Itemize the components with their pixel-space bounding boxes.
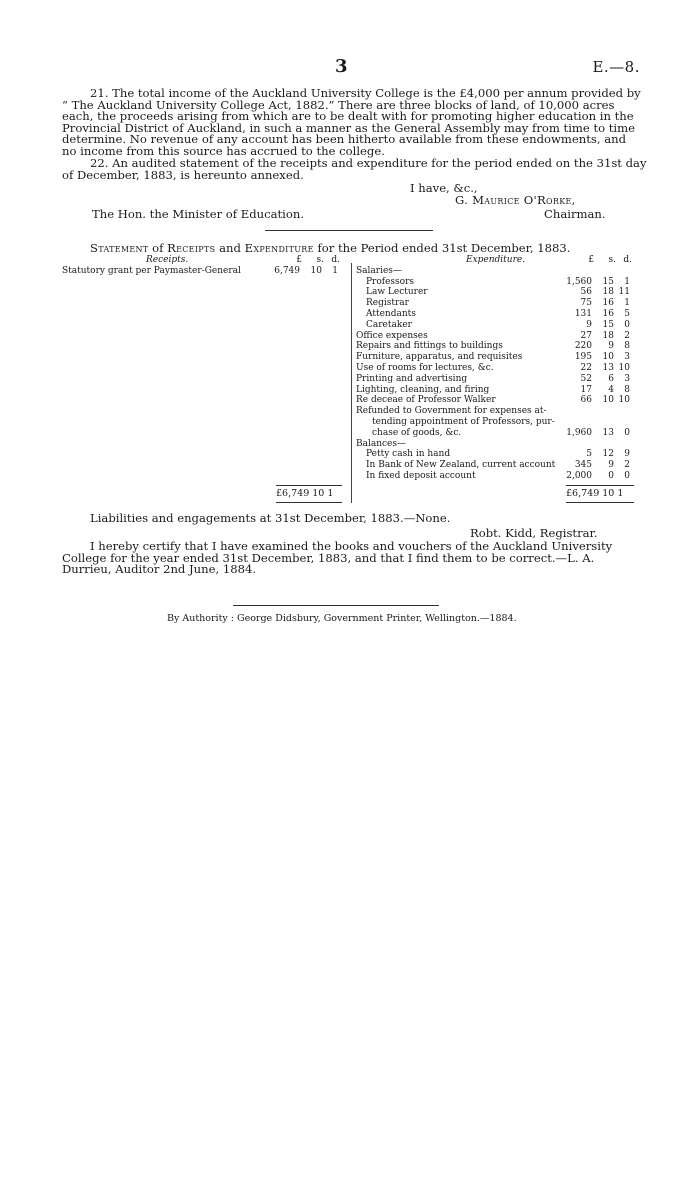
expenditure-pence: 1 bbox=[624, 298, 630, 309]
registrar-signature: Robt. Kidd, Registrar. bbox=[470, 526, 598, 540]
expenditure-shillings: 9 bbox=[608, 460, 614, 471]
expenditure-pence: 3 bbox=[624, 373, 630, 384]
shillings-column-header: s. bbox=[608, 255, 616, 265]
expenditure-row bbox=[356, 471, 636, 482]
receipts-header-row bbox=[62, 255, 352, 266]
expenditure-pounds: 27 bbox=[580, 330, 592, 341]
expenditure-shillings: 15 bbox=[602, 276, 614, 287]
paragraph-21 bbox=[62, 86, 641, 158]
statement-title: Statement of Receipts and Expenditure for the Period ended 31st December, 1883. bbox=[90, 241, 571, 255]
receipts-table bbox=[62, 255, 352, 277]
expenditure-shillings: 15 bbox=[602, 319, 614, 330]
closing-phrase: I have, &c., bbox=[410, 181, 478, 195]
expenditure-pounds: 5 bbox=[586, 449, 592, 460]
expenditure-row bbox=[356, 428, 636, 439]
expenditure-shillings: 4 bbox=[608, 384, 614, 395]
expenditure-pounds: 131 bbox=[574, 308, 592, 319]
expenditure-row bbox=[356, 341, 636, 352]
receipt-label: Statutory grant per Paymaster-General bbox=[62, 265, 241, 276]
expenditure-row bbox=[356, 374, 636, 385]
expenditure-pounds: 17 bbox=[580, 384, 592, 395]
expenditure-label: Registrar bbox=[366, 298, 409, 309]
expenditure-header-row bbox=[356, 255, 636, 266]
receipts-total-rule bbox=[276, 485, 342, 486]
expenditure-pounds: 22 bbox=[580, 362, 592, 373]
expenditure-label: tending appointment of Professors, pur- bbox=[372, 416, 555, 427]
expenditure-label: Re deceae of Professor Walker bbox=[356, 395, 496, 406]
expenditure-shillings: 9 bbox=[608, 341, 614, 352]
expenditure-pence: 2 bbox=[624, 330, 630, 341]
receipts-heading: Receipts. bbox=[146, 255, 189, 265]
paragraph-line: Provincial District of Auckland, in such a manner as the General Assembly may from time to time bbox=[62, 120, 635, 135]
expenditure-pence: 11 bbox=[618, 287, 630, 298]
expenditure-label: Salaries— bbox=[356, 265, 402, 276]
expenditure-row bbox=[356, 406, 636, 417]
expenditure-pence: 3 bbox=[624, 352, 630, 363]
expenditure-shillings: 18 bbox=[602, 330, 614, 341]
expenditure-row bbox=[356, 331, 636, 342]
expenditure-pence: 10 bbox=[618, 362, 630, 373]
shillings-column-header: s. bbox=[316, 255, 324, 265]
expenditure-label: Law Lecturer bbox=[366, 287, 428, 298]
expenditure-row bbox=[356, 352, 636, 363]
expenditure-label: Petty cash in hand bbox=[366, 449, 451, 460]
signatory-name: G. Maurice O'Rorke, bbox=[455, 193, 576, 207]
expenditure-row bbox=[356, 395, 636, 406]
paragraph-line: “ The Auckland University College Act, 1882.” There are three blocks of land, of 10,000 acres bbox=[62, 97, 615, 112]
pence-column-header: d. bbox=[331, 255, 340, 265]
expenditure-label: chase of goods, &c. bbox=[372, 427, 462, 438]
document-reference: E.—8. bbox=[592, 58, 640, 76]
expenditure-row bbox=[356, 320, 636, 331]
expenditure-row bbox=[356, 417, 636, 428]
expenditure-pence: 8 bbox=[624, 341, 630, 352]
paragraph-line: of December, 1883, is hereunto annexed. bbox=[62, 167, 304, 182]
expenditure-pounds: 2,000 bbox=[566, 470, 592, 481]
paragraph-line: College for the year ended 31st December, 1883, and that I find them to be correct.—L. A. bbox=[62, 550, 595, 565]
expenditure-shillings: 18 bbox=[602, 287, 614, 298]
expenditure-label: Attendants bbox=[366, 308, 416, 319]
expenditure-label: Refunded to Government for expenses at- bbox=[356, 406, 547, 417]
expenditure-label: Office expenses bbox=[356, 330, 428, 341]
expenditure-pounds: 52 bbox=[580, 373, 592, 384]
paragraph-line: 22. An audited statement of the receipts and expenditure for the period ended on the 31st day bbox=[90, 156, 647, 170]
expenditure-shillings: 10 bbox=[602, 395, 614, 406]
expenditure-total-underline bbox=[566, 502, 634, 503]
expenditure-shillings: 0 bbox=[608, 470, 614, 481]
liabilities-statement: Liabilities and engagements at 31st December, 1883.—None. bbox=[90, 511, 451, 525]
expenditure-row bbox=[356, 266, 636, 277]
expenditure-row bbox=[356, 287, 636, 298]
paragraph-line: Durrieu, Auditor 2nd June, 1884. bbox=[62, 562, 257, 577]
expenditure-shillings: 13 bbox=[602, 362, 614, 373]
section-divider bbox=[265, 230, 433, 231]
expenditure-row bbox=[356, 449, 636, 460]
expenditure-shillings: 13 bbox=[602, 427, 614, 438]
expenditure-row bbox=[356, 277, 636, 288]
expenditure-pounds: 9 bbox=[586, 319, 592, 330]
expenditure-pence: 10 bbox=[618, 395, 630, 406]
expenditure-label: Use of rooms for lectures, &c. bbox=[356, 362, 494, 373]
page-number: 3 bbox=[335, 56, 348, 77]
expenditure-row bbox=[356, 363, 636, 374]
expenditure-row bbox=[356, 385, 636, 396]
column-divider bbox=[351, 263, 352, 503]
expenditure-pounds: 1,560 bbox=[566, 276, 592, 287]
expenditure-label: Balances— bbox=[356, 438, 407, 449]
expenditure-pounds: 345 bbox=[574, 460, 592, 471]
footer-divider bbox=[233, 605, 439, 606]
pounds-column-header: £ bbox=[296, 255, 302, 265]
receipt-pence: 1 bbox=[332, 265, 338, 276]
expenditure-pence: 5 bbox=[624, 308, 630, 319]
paragraph-line: determine. No revenue of any account has been hitherto available from these endowments, and bbox=[62, 132, 627, 147]
expenditure-label: In fixed deposit account bbox=[366, 470, 476, 481]
expenditure-shillings: 16 bbox=[602, 308, 614, 319]
expenditure-row bbox=[356, 298, 636, 309]
receipt-shillings: 10 bbox=[310, 265, 322, 276]
expenditure-total-rule bbox=[566, 485, 634, 486]
expenditure-pence: 1 bbox=[624, 276, 630, 287]
expenditure-pence: 2 bbox=[624, 460, 630, 471]
paragraph-line: no income from this source has accrued to the college. bbox=[62, 143, 385, 158]
expenditure-row bbox=[356, 460, 636, 471]
expenditure-pence: 8 bbox=[624, 384, 630, 395]
expenditure-label: Printing and advertising bbox=[356, 373, 468, 384]
expenditure-shillings: 10 bbox=[602, 352, 614, 363]
expenditure-label: In Bank of New Zealand, current account bbox=[366, 460, 556, 471]
addressee: The Hon. the Minister of Education. bbox=[92, 207, 305, 221]
paragraph-22 bbox=[62, 156, 647, 182]
expenditure-table bbox=[356, 255, 636, 482]
expenditure-row bbox=[356, 309, 636, 320]
expenditure-label: Lighting, cleaning, and firing bbox=[356, 384, 490, 395]
paragraph-line: 21. The total income of the Auckland University College is the £4,000 per annum provided by bbox=[90, 86, 641, 100]
expenditure-pence: 9 bbox=[624, 449, 630, 460]
expenditure-shillings: 16 bbox=[602, 298, 614, 309]
expenditure-pence: 0 bbox=[624, 319, 630, 330]
paragraph-line: each, the proceeds arising from which are to be dealt with for promoting higher education in the bbox=[62, 109, 634, 124]
receipt-pounds: 6,749 bbox=[274, 265, 300, 276]
expenditure-shillings: 12 bbox=[602, 449, 614, 460]
expenditure-pounds: 220 bbox=[574, 341, 592, 352]
expenditure-pounds: 66 bbox=[580, 395, 592, 406]
pounds-column-header: £ bbox=[588, 255, 594, 265]
expenditure-label: Repairs and fittings to buildings bbox=[356, 341, 503, 352]
expenditure-pounds: 195 bbox=[574, 352, 592, 363]
printer-imprint: By Authority : George Didsbury, Government Printer, Wellington.—1884. bbox=[167, 613, 517, 624]
pence-column-header: d. bbox=[623, 255, 632, 265]
expenditure-shillings: 6 bbox=[608, 373, 614, 384]
expenditure-pounds: 75 bbox=[580, 298, 592, 309]
expenditure-row bbox=[356, 439, 636, 450]
auditor-certificate bbox=[62, 541, 628, 576]
signatory-role: Chairman. bbox=[544, 207, 606, 221]
expenditure-total: £6,749 10 1 bbox=[566, 488, 624, 499]
paragraph-line: I hereby certify that I have examined the books and vouchers of the Auckland University bbox=[90, 539, 613, 553]
expenditure-pounds: 56 bbox=[580, 287, 592, 298]
expenditure-pounds: 1,960 bbox=[566, 427, 592, 438]
receipt-row bbox=[62, 266, 352, 277]
receipts-total-underline bbox=[276, 502, 342, 503]
expenditure-pence: 0 bbox=[624, 470, 630, 481]
receipts-total: £6,749 10 1 bbox=[276, 488, 334, 499]
expenditure-label: Professors bbox=[366, 276, 415, 287]
expenditure-label: Caretaker bbox=[366, 319, 412, 330]
expenditure-pence: 0 bbox=[624, 427, 630, 438]
expenditure-label: Furniture, apparatus, and requisites bbox=[356, 352, 523, 363]
expenditure-heading: Expenditure. bbox=[466, 255, 526, 265]
